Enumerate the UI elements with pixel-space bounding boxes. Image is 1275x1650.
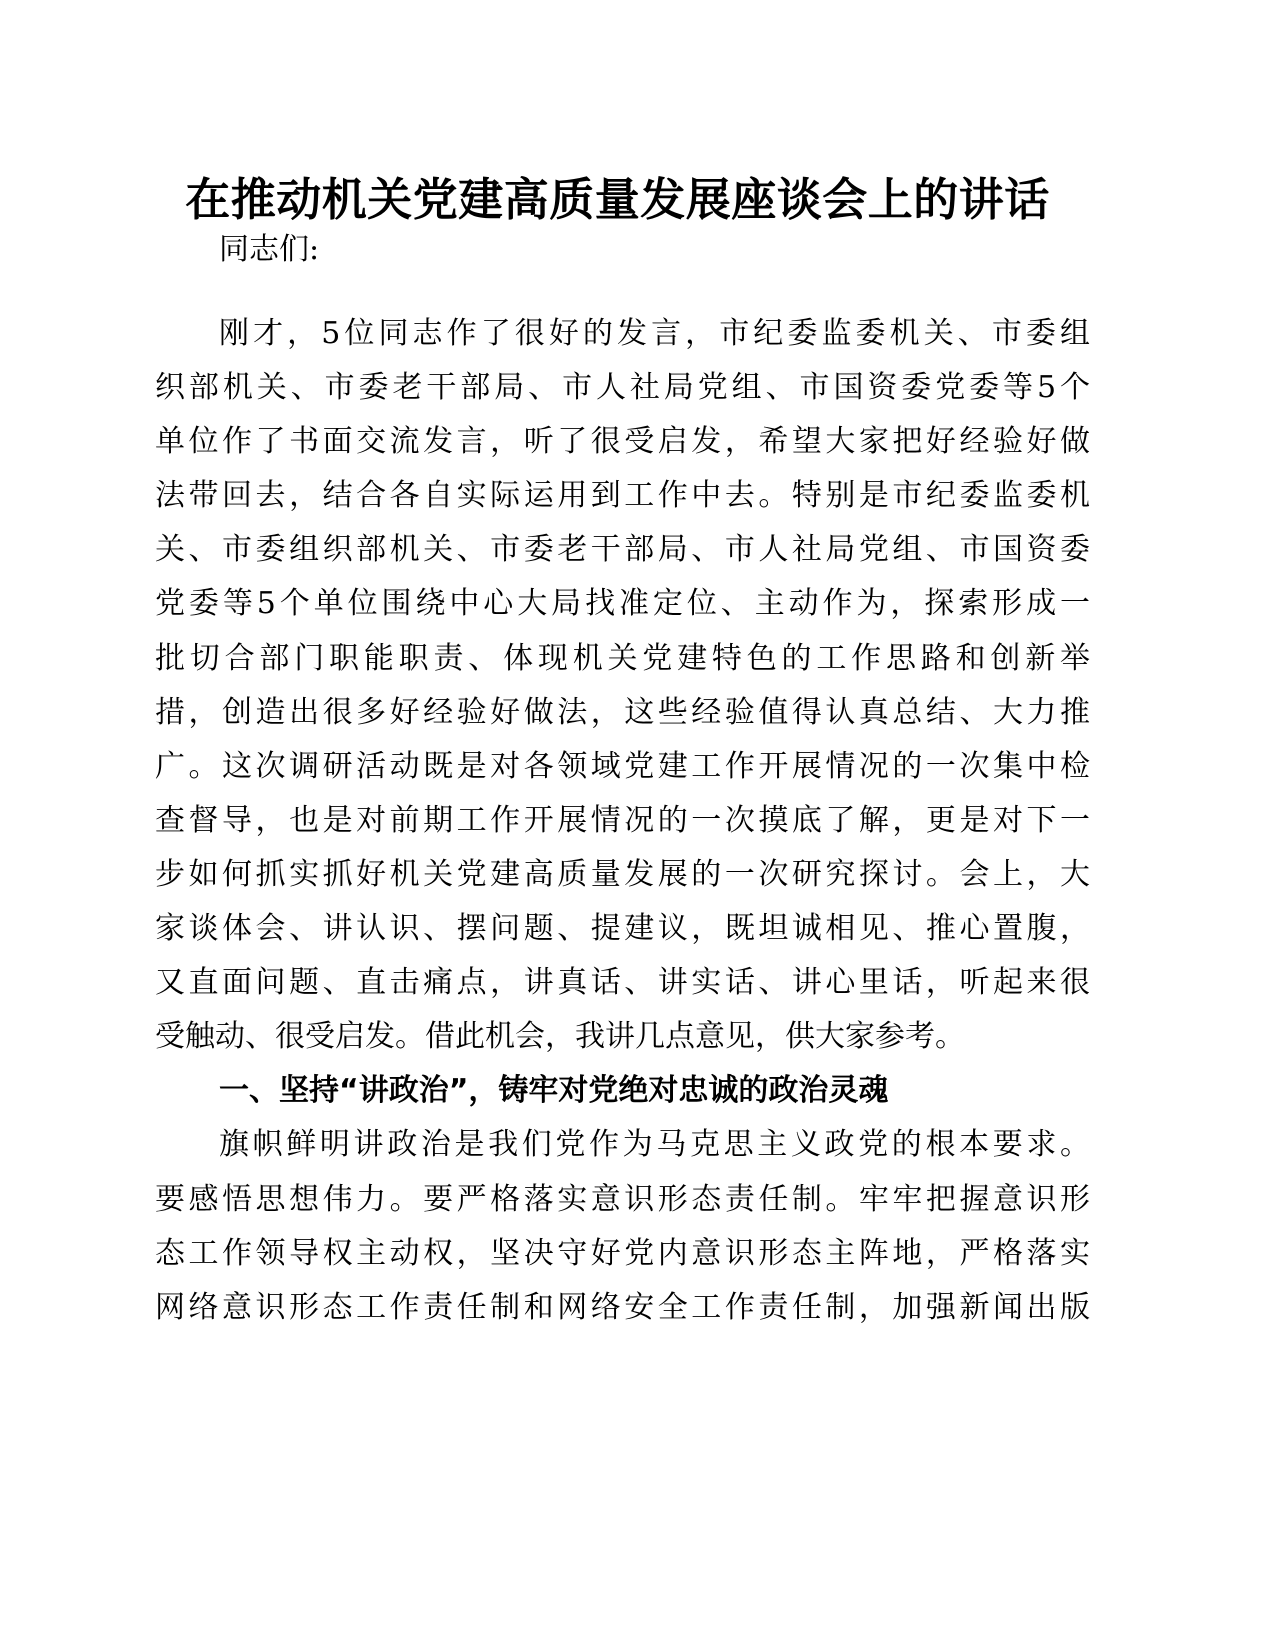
paragraph-line: 广。这次调研活动既是对各领域党建工作开展情况的一次集中检 xyxy=(155,749,1090,784)
paragraph-line: 措，创造出很多好经验好做法，这些经验值得认真总结、大力推 xyxy=(155,695,1090,730)
paragraph-line: 旗帜鲜明讲政治是我们党作为马克思主义政党的根本要求。 xyxy=(219,1127,1090,1162)
paragraph-line: 步如何抓实抓好机关党建高质量发展的一次研究探讨。会上，大 xyxy=(155,857,1090,892)
salutation: 同志们: xyxy=(219,232,320,267)
paragraph-line: 家谈体会、讲认识、摆问题、提建议，既坦诚相见、推心置腹， xyxy=(155,911,1090,946)
paragraph-line: 又直面问题、直击痛点，讲真话、讲实话、讲心里话，听起来很 xyxy=(155,965,1090,1000)
paragraph-line: 刚才，5位同志作了很好的发言，市纪委监委机关、市委组 xyxy=(219,316,1090,351)
paragraph-line: 党委等5个单位围绕中心大局找准定位、主动作为，探索形成一 xyxy=(155,586,1090,621)
paragraph-line: 织部机关、市委老干部局、市人社局党组、市国资委党委等5个 xyxy=(155,370,1090,405)
paragraph-line: 批切合部门职能职责、体现机关党建特色的工作思路和创新举 xyxy=(155,641,1090,676)
paragraph-line: 单位作了书面交流发言，听了很受启发，希望大家把好经验好做 xyxy=(155,424,1090,459)
paragraph-line: 关、市委组织部机关、市委老干部局、市人社局党组、市国资委 xyxy=(155,532,1090,567)
document-title: 在推动机关党建高质量发展座谈会上的讲话 xyxy=(185,173,1050,226)
paragraph-line: 法带回去，结合各自实际运用到工作中去。特别是市纪委监委机 xyxy=(155,478,1090,513)
paragraph-line: 态工作领导权主动权，坚决守好党内意识形态主阵地，严格落实 xyxy=(155,1236,1090,1271)
paragraph-line: 要感悟思想伟力。要严格落实意识形态责任制。牢牢把握意识形 xyxy=(155,1182,1090,1217)
section-heading: 一、坚持“讲政治”，铸牢对党绝对忠诚的政治灵魂 xyxy=(219,1073,889,1108)
paragraph-line: 受触动、很受启发。借此机会，我讲几点意见，供大家参考。 xyxy=(155,1019,965,1054)
paragraph-line: 网络意识形态工作责任制和网络安全工作责任制，加强新闻出版 xyxy=(155,1290,1090,1325)
paragraph-line: 查督导，也是对前期工作开展情况的一次摸底了解，更是对下一 xyxy=(155,803,1090,838)
